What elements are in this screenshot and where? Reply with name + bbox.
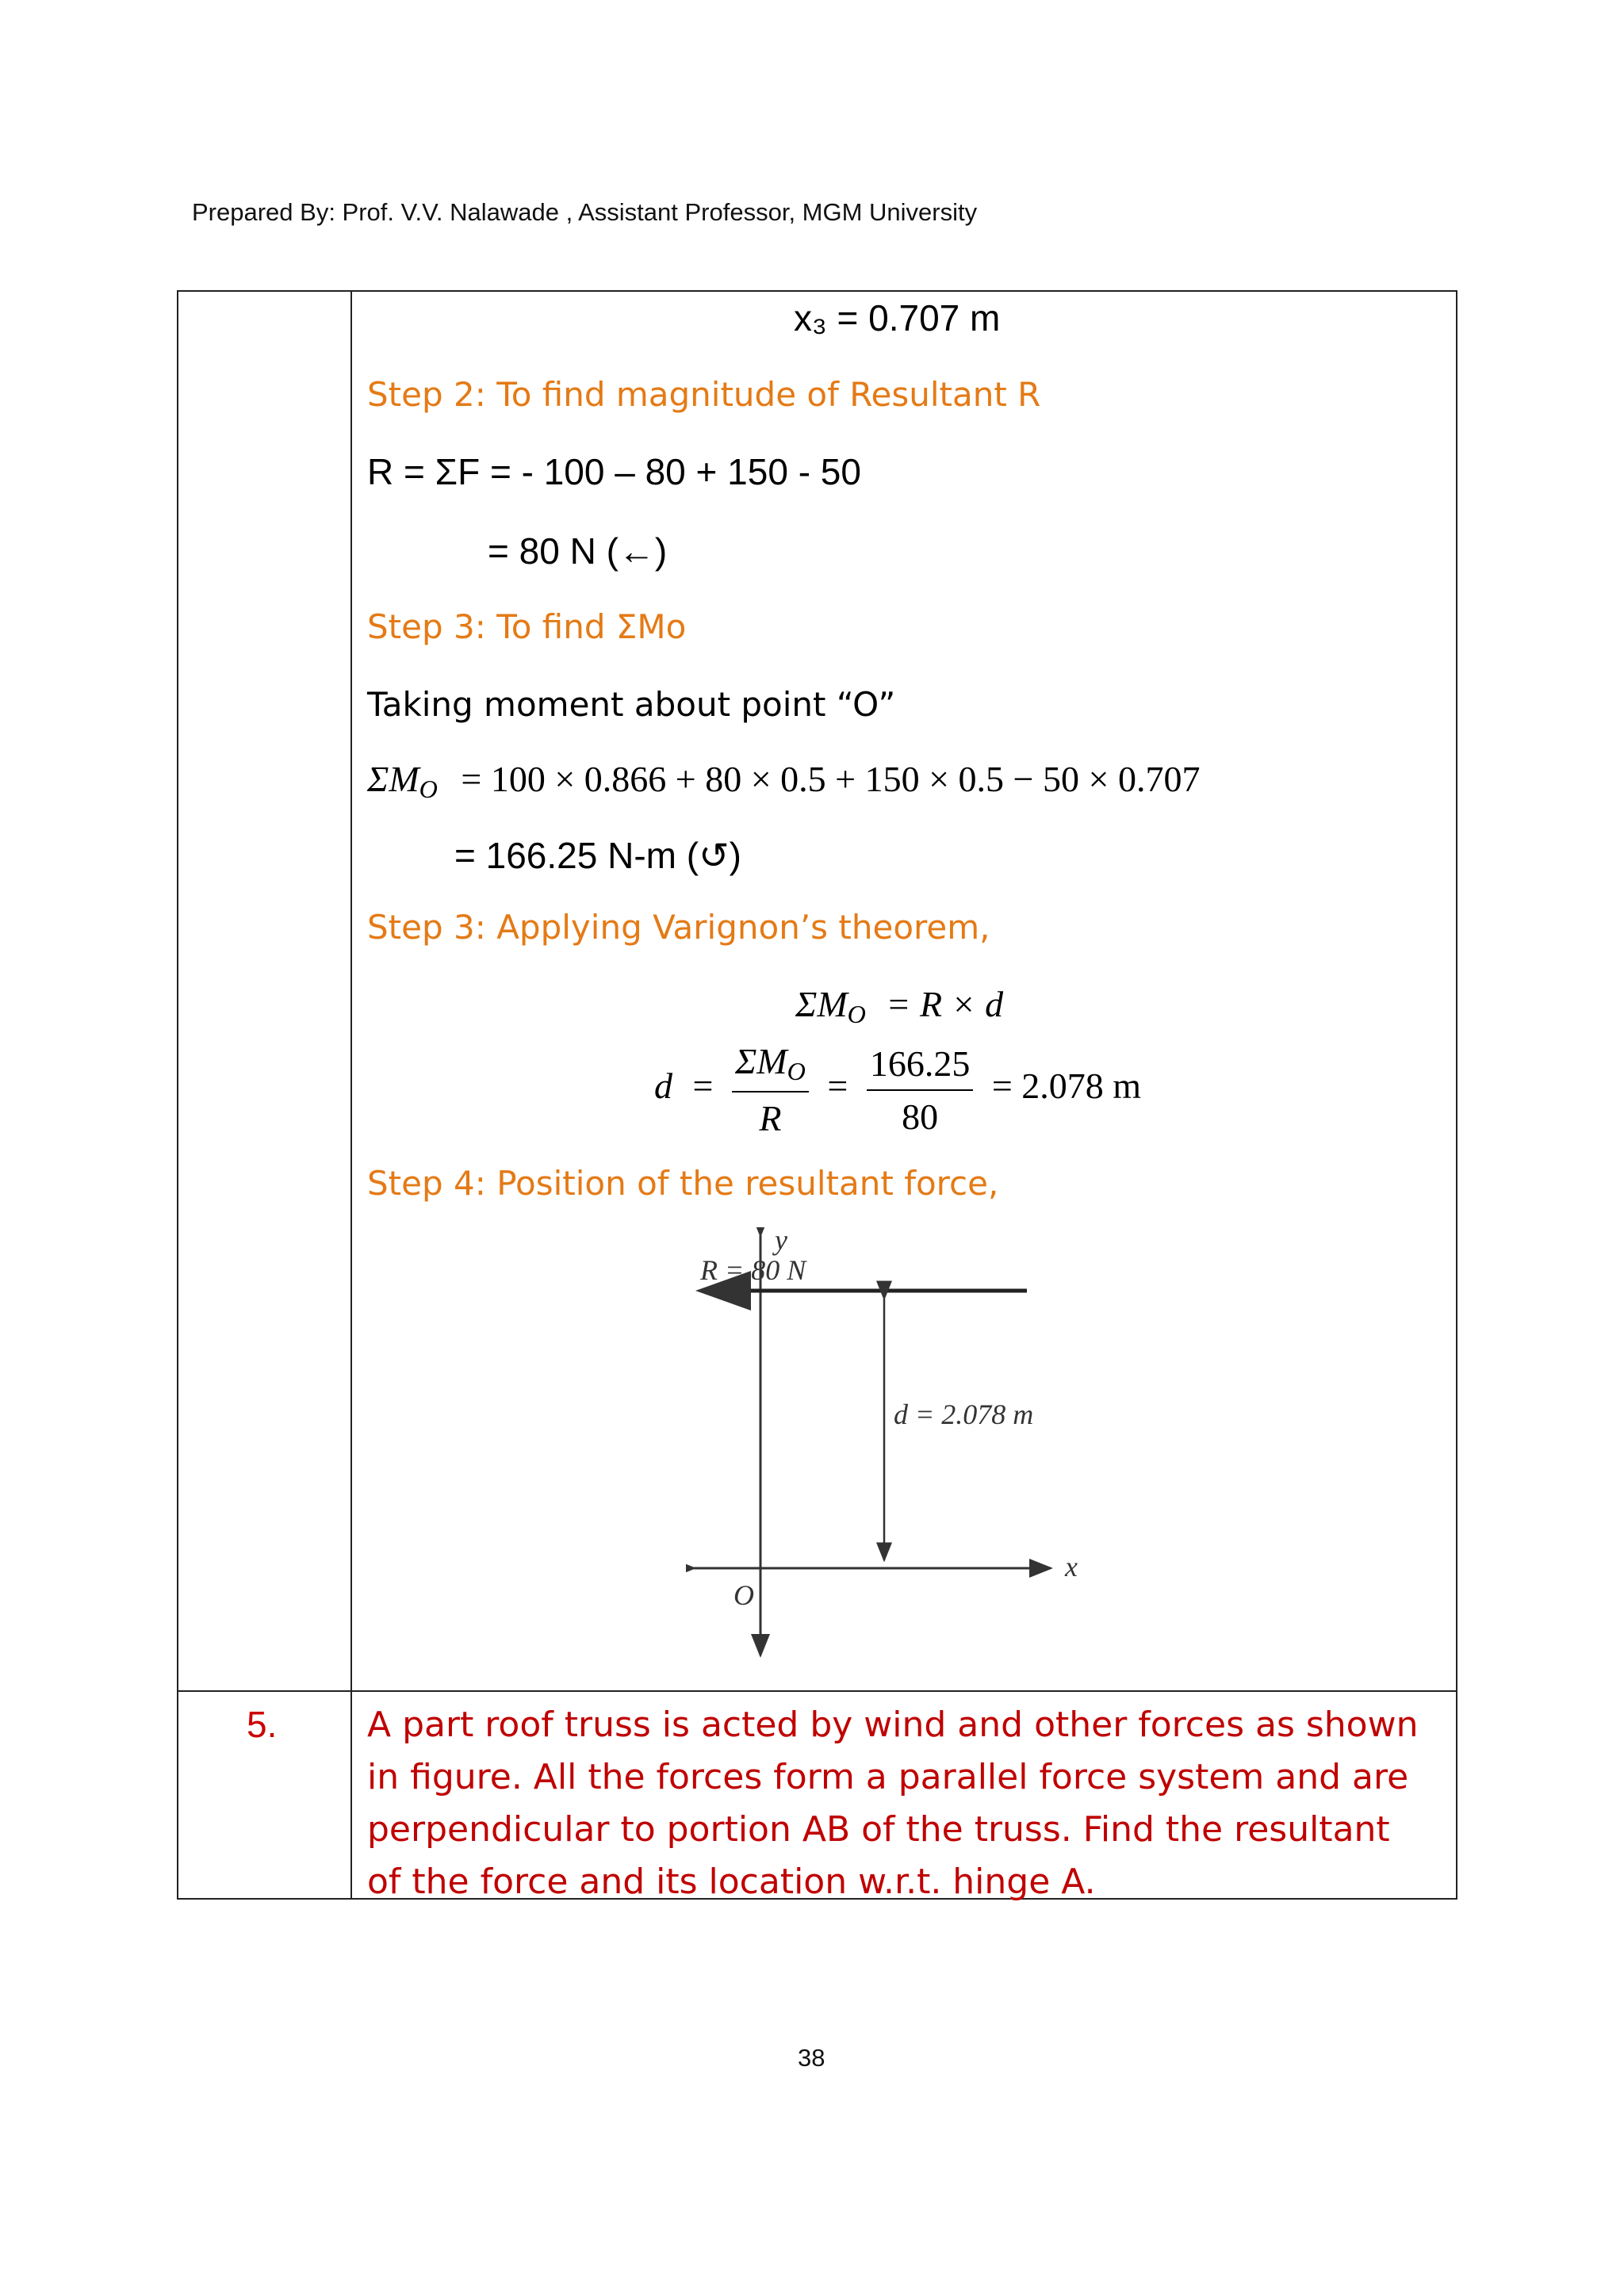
resultant-position-figure bbox=[686, 1227, 1241, 1671]
column-divider bbox=[350, 292, 352, 1898]
distance-result: = 2.078 m bbox=[991, 1066, 1142, 1107]
x-axis-label: x bbox=[1065, 1551, 1078, 1582]
varignon-equation bbox=[795, 983, 1003, 1029]
varignon-rhs: = R × d bbox=[886, 984, 1004, 1024]
x3-value: x₃ = 0.707 m bbox=[794, 297, 1001, 339]
distance-label: d = 2.078 m bbox=[894, 1399, 1034, 1430]
subscript-o-3: O bbox=[787, 1057, 806, 1086]
step-3-varignon-heading: Step 3: Applying Varignon’s theorem, bbox=[367, 908, 990, 947]
d-symbol: d bbox=[654, 1066, 672, 1107]
step-3-moment-heading: Step 3: To find ΣMo bbox=[367, 607, 687, 646]
fraction-symbolic bbox=[732, 1040, 809, 1139]
resultant-value: = 80 N (←) bbox=[488, 530, 668, 572]
numeric-numerator: 166.25 bbox=[867, 1043, 974, 1091]
y-axis-label: y bbox=[775, 1227, 787, 1256]
page-header: Prepared By: Prof. V.V. Nalawade , Assistant Professor, MGM University bbox=[192, 198, 978, 226]
moment-equation bbox=[367, 758, 1200, 804]
fraction-numerator bbox=[732, 1040, 809, 1093]
numeric-denominator: 80 bbox=[902, 1096, 939, 1137]
page-number: 38 bbox=[798, 2044, 825, 2072]
fraction-numeric bbox=[867, 1043, 974, 1138]
resultant-equation: R = ΣF = - 100 – 80 + 150 - 50 bbox=[367, 451, 861, 492]
moment-equation-rhs: = 100 × 0.866 + 80 × 0.5 + 150 × 0.5 − 50 × 0.707 bbox=[461, 759, 1201, 799]
equals-1: = bbox=[692, 1066, 714, 1107]
equals-2: = bbox=[827, 1066, 848, 1107]
step-4-heading: Step 4: Position of the resultant force, bbox=[367, 1164, 999, 1203]
origin-label: O bbox=[733, 1579, 754, 1611]
sigma-m-symbol-2: ΣM bbox=[795, 984, 848, 1024]
content-table bbox=[177, 290, 1457, 1900]
sigma-m-symbol: ΣM bbox=[367, 759, 419, 799]
subscript-o: O bbox=[419, 775, 438, 804]
moment-value: = 166.25 N-m (↺) bbox=[454, 835, 741, 876]
fraction-denominator: R bbox=[759, 1098, 782, 1139]
taking-moment-text: Taking moment about point “O” bbox=[367, 685, 896, 724]
question-number: 5. bbox=[247, 1704, 278, 1745]
force-label: R = 80 N bbox=[700, 1254, 806, 1286]
question-text: A part roof truss is acted by wind and other forces as shown in figure. All the forces form a parallel force system and are perpendicular to portion AB of the truss. Find the resultant of the force and its location w.r.t. hinge A. bbox=[367, 1705, 1419, 1902]
subscript-o-2: O bbox=[847, 1000, 866, 1029]
step-2-heading: Step 2: To find magnitude of Resultant R bbox=[367, 375, 1041, 414]
sigma-m-symbol-3: ΣM bbox=[734, 1041, 787, 1081]
distance-equation bbox=[654, 1040, 1141, 1139]
row-divider bbox=[178, 1690, 1456, 1692]
